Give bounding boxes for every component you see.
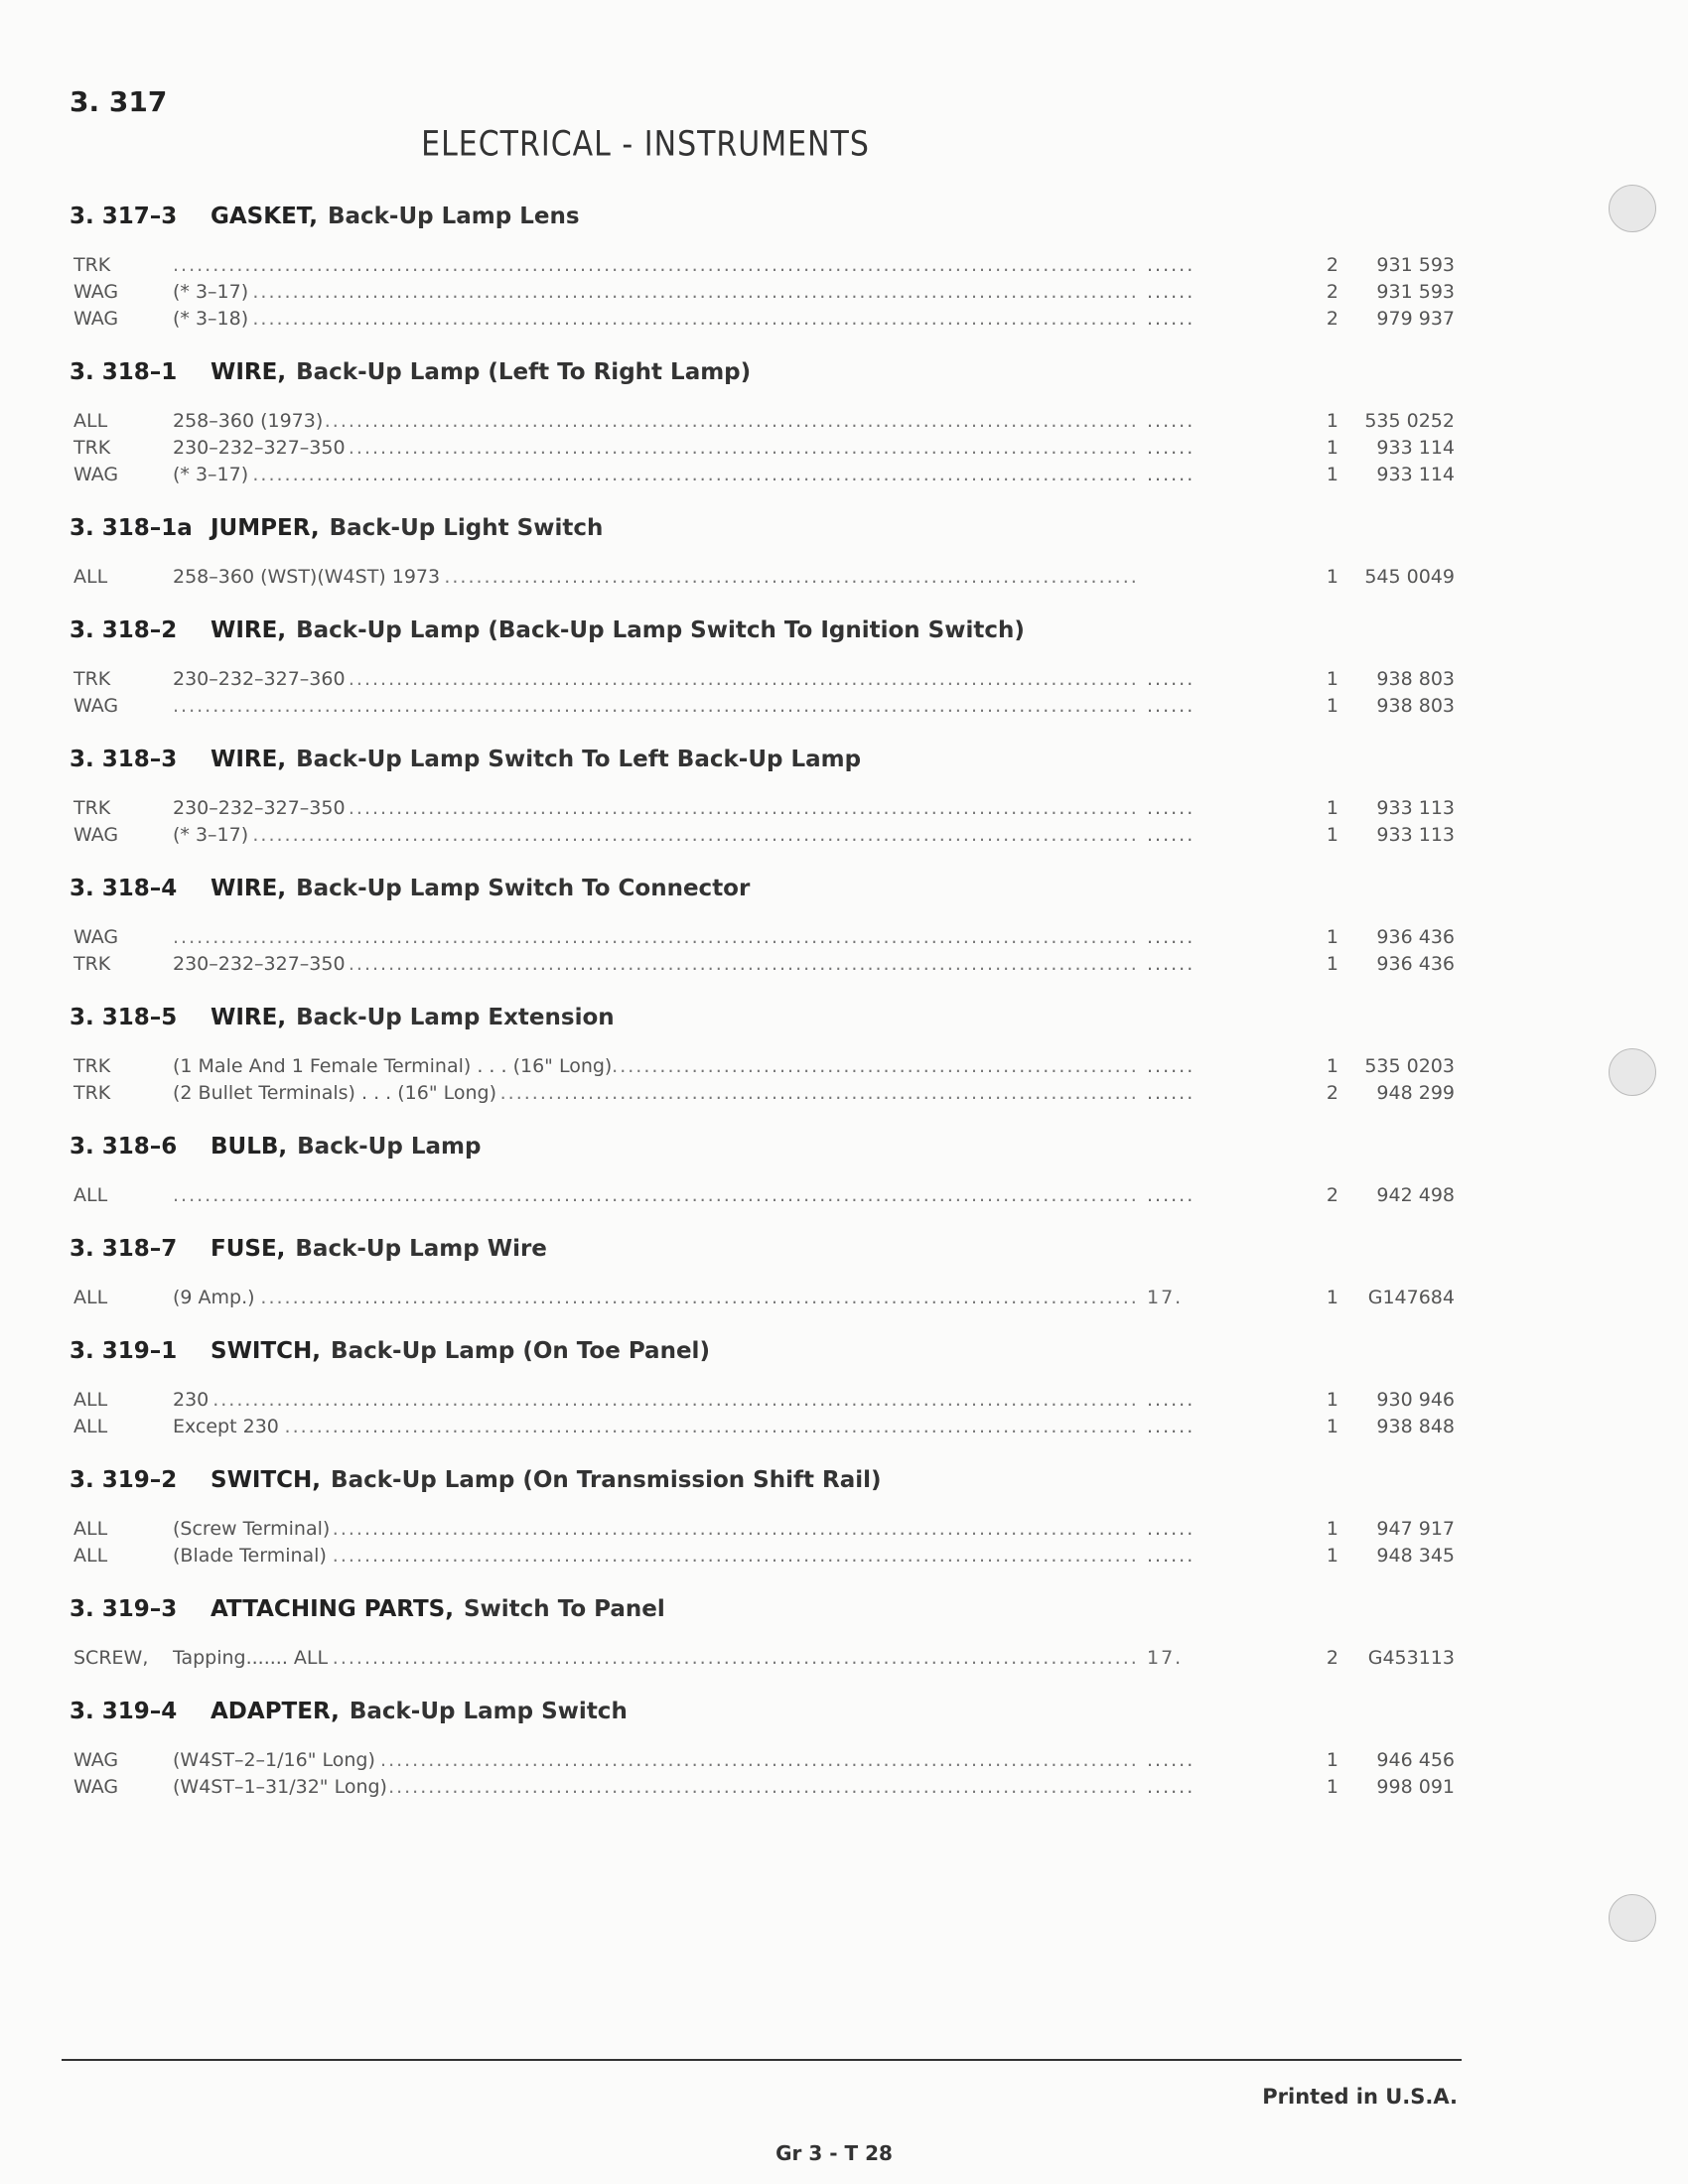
part-description [173, 668, 1136, 690]
quantity: 2 [1326, 1184, 1338, 1206]
part-number: 942 498 [1376, 1184, 1455, 1206]
part-description [173, 1518, 1136, 1540]
ref-column: ...... [1147, 797, 1196, 819]
section-subtitle: Switch To Panel [463, 1596, 665, 1622]
part-row [70, 410, 1455, 437]
section-heading [70, 1452, 1390, 1508]
quantity: 1 [1326, 926, 1338, 948]
section-subtitle: Back-Up Lamp Switch [349, 1699, 628, 1724]
quantity: 1 [1326, 824, 1338, 846]
part-description-text [173, 695, 175, 717]
section-number: 3. 318–1 [70, 359, 178, 385]
ref-column: ...... [1147, 1184, 1196, 1206]
part-description [173, 1389, 1136, 1411]
part-number: 933 114 [1376, 464, 1455, 485]
model-code: ALL [73, 1545, 108, 1567]
part-description-text: (2 Bullet Terminals) . . . (16" Long) [173, 1082, 496, 1104]
model-code: WAG [73, 1749, 119, 1771]
ref-column: 17. [1147, 1647, 1184, 1669]
parts-section [70, 990, 1455, 1117]
printed-note: Printed in U.S.A. [1262, 2085, 1458, 2109]
ref-column: ...... [1147, 668, 1196, 690]
part-description-text [173, 254, 175, 276]
part-number: 946 456 [1376, 1749, 1455, 1771]
section-subtitle: Back-Up Lamp (Left To Right Lamp) [296, 359, 752, 385]
part-description-text: (* 3–17) [173, 281, 249, 303]
part-row [70, 1184, 1455, 1211]
quantity: 1 [1326, 1545, 1338, 1567]
part-number: 938 848 [1376, 1416, 1455, 1437]
section-title: WIRE, [211, 747, 287, 772]
binder-hole-icon [1609, 1894, 1656, 1942]
section-title: WIRE, [211, 876, 287, 901]
quantity: 2 [1326, 1647, 1338, 1669]
section-heading [70, 1684, 1390, 1739]
footer-rule [62, 2059, 1462, 2061]
part-description [173, 1647, 1136, 1669]
quantity: 1 [1326, 1389, 1338, 1411]
part-row [70, 824, 1455, 851]
part-description [173, 1082, 1136, 1104]
part-description [173, 824, 1136, 846]
quantity: 1 [1326, 1287, 1338, 1308]
parts-section [70, 861, 1455, 988]
part-number: 947 917 [1376, 1518, 1455, 1540]
part-description-text: 230–232–327–360 [173, 668, 346, 690]
model-code: ALL [73, 1287, 108, 1308]
quantity: 1 [1326, 1776, 1338, 1798]
parts-section [70, 1452, 1455, 1579]
ref-column: ...... [1147, 254, 1196, 276]
parts-section [70, 732, 1455, 859]
part-description-text: 230–232–327–350 [173, 797, 346, 819]
parts-section [70, 1119, 1455, 1219]
part-description [173, 1055, 1136, 1077]
part-row [70, 566, 1455, 593]
part-row [70, 281, 1455, 308]
quantity: 2 [1326, 308, 1338, 330]
part-number: 938 803 [1376, 668, 1455, 690]
ref-column: ...... [1147, 410, 1196, 432]
ref-column: ...... [1147, 1082, 1196, 1104]
part-description-text [173, 1184, 175, 1206]
section-title: GASKET, [211, 204, 318, 229]
part-number: 933 114 [1376, 437, 1455, 459]
part-row [70, 1055, 1455, 1082]
section-title: WIRE, [211, 1005, 287, 1030]
part-number: 979 937 [1376, 308, 1455, 330]
model-code: WAG [73, 1776, 119, 1798]
part-description [173, 1184, 1136, 1206]
model-code: WAG [73, 926, 119, 948]
ref-column: ...... [1147, 695, 1196, 717]
section-heading [70, 990, 1390, 1045]
section-subtitle: Back-Up Lamp Lens [327, 204, 580, 229]
part-description [173, 566, 1136, 588]
part-number: 938 803 [1376, 695, 1455, 717]
section-heading [70, 1221, 1390, 1277]
part-description-text: (Blade Terminal) [173, 1545, 327, 1567]
group-code: Gr 3 - T 28 [775, 2141, 893, 2165]
part-description [173, 695, 1136, 717]
part-number: 936 436 [1376, 953, 1455, 975]
quantity: 1 [1326, 1055, 1338, 1077]
ref-column: ...... [1147, 953, 1196, 975]
part-description-text: 230–232–327–350 [173, 437, 346, 459]
part-number: 998 091 [1376, 1776, 1455, 1798]
section-subtitle: Back-Up Lamp Wire [295, 1236, 547, 1262]
section-subtitle: Back-Up Lamp (Back-Up Lamp Switch To Ignition Switch) [296, 617, 1025, 643]
section-title: FUSE, [211, 1236, 286, 1262]
section-subtitle: Back-Up Lamp Switch To Connector [296, 876, 751, 901]
part-number: 545 0049 [1364, 566, 1455, 588]
part-number: 930 946 [1376, 1389, 1455, 1411]
model-code: TRK [73, 797, 111, 819]
ref-column: 17. [1147, 1287, 1184, 1308]
parts-section [70, 189, 1455, 342]
parts-section [70, 344, 1455, 498]
section-title: JUMPER, [211, 515, 320, 541]
part-row [70, 437, 1455, 464]
parts-section [70, 1684, 1455, 1811]
ref-column: ...... [1147, 1545, 1196, 1567]
part-row [70, 1518, 1455, 1545]
quantity: 2 [1326, 254, 1338, 276]
part-description [173, 1287, 1136, 1308]
part-description [173, 1416, 1136, 1437]
ref-column: ...... [1147, 1416, 1196, 1437]
part-description-text: 258–360 (1973) [173, 410, 324, 432]
part-number: 535 0203 [1364, 1055, 1455, 1077]
part-number: 948 299 [1376, 1082, 1455, 1104]
section-number: 3. 318–4 [70, 876, 178, 901]
model-code: TRK [73, 437, 111, 459]
model-code: SCREW, [73, 1647, 149, 1669]
model-code: ALL [73, 1416, 108, 1437]
ref-column: ...... [1147, 1776, 1196, 1798]
part-description-text: (1 Male And 1 Female Terminal) . . . (16" Long) [173, 1055, 613, 1077]
part-description [173, 308, 1136, 330]
part-description-text: (9 Amp.) [173, 1287, 255, 1308]
part-row [70, 1389, 1455, 1416]
ref-column: ...... [1147, 437, 1196, 459]
part-description [173, 926, 1136, 948]
section-heading [70, 1119, 1390, 1174]
ref-column: ...... [1147, 1749, 1196, 1771]
section-heading [70, 189, 1390, 244]
binder-hole-icon [1609, 1048, 1656, 1096]
part-description-text: 230–232–327–350 [173, 953, 346, 975]
section-number: 3. 319–1 [70, 1338, 178, 1364]
part-description-text: Tapping....... ALL [173, 1647, 329, 1669]
part-description-text: (W4ST–2–1/16" Long) [173, 1749, 375, 1771]
ref-column: ...... [1147, 1518, 1196, 1540]
parts-section [70, 1581, 1455, 1682]
part-number: 535 0252 [1364, 410, 1455, 432]
part-description [173, 953, 1136, 975]
model-code: WAG [73, 308, 119, 330]
part-description [173, 464, 1136, 485]
section-number: 3. 318–3 [70, 747, 178, 772]
section-title: ADAPTER, [211, 1699, 340, 1724]
quantity: 2 [1326, 1082, 1338, 1104]
section-subtitle: Back-Up Light Switch [329, 515, 604, 541]
page-title: ELECTRICAL - INSTRUMENTS [421, 124, 870, 165]
section-heading [70, 1323, 1390, 1379]
quantity: 2 [1326, 281, 1338, 303]
part-description [173, 1749, 1136, 1771]
ref-column: ...... [1147, 1055, 1196, 1077]
quantity: 1 [1326, 566, 1338, 588]
parts-list [70, 189, 1455, 1813]
part-row [70, 1082, 1455, 1109]
quantity: 1 [1326, 1416, 1338, 1437]
model-code: ALL [73, 1389, 108, 1411]
part-number: 936 436 [1376, 926, 1455, 948]
part-row [70, 1287, 1455, 1313]
model-code: WAG [73, 824, 119, 846]
section-number: 3. 318–6 [70, 1134, 178, 1160]
model-code: ALL [73, 410, 108, 432]
part-description-text: (* 3–17) [173, 824, 249, 846]
part-row [70, 1749, 1455, 1776]
part-number: 931 593 [1376, 281, 1455, 303]
section-title: WIRE, [211, 359, 287, 385]
binder-hole-icon [1609, 185, 1656, 232]
model-code: WAG [73, 281, 119, 303]
part-description-text: 258–360 (WST)(W4ST) 1973 [173, 566, 441, 588]
quantity: 1 [1326, 410, 1338, 432]
page-number: 3. 317 [70, 85, 168, 118]
ref-column: ...... [1147, 1389, 1196, 1411]
quantity: 1 [1326, 953, 1338, 975]
section-heading [70, 1581, 1390, 1637]
model-code: ALL [73, 1518, 108, 1540]
section-title: WIRE, [211, 617, 287, 643]
model-code: TRK [73, 1055, 111, 1077]
part-description [173, 281, 1136, 303]
quantity: 1 [1326, 464, 1338, 485]
section-number: 3. 319–2 [70, 1467, 178, 1493]
part-number: 933 113 [1376, 824, 1455, 846]
part-description [173, 797, 1136, 819]
part-row [70, 464, 1455, 490]
quantity: 1 [1326, 695, 1338, 717]
part-row [70, 668, 1455, 695]
parts-section [70, 500, 1455, 601]
model-code: TRK [73, 953, 111, 975]
parts-section [70, 1323, 1455, 1450]
part-description-text: 230 [173, 1389, 210, 1411]
section-number: 3. 318–1a [70, 515, 193, 541]
section-subtitle: Back-Up Lamp Switch To Left Back-Up Lamp [296, 747, 862, 772]
section-number: 3. 318–5 [70, 1005, 178, 1030]
model-code: TRK [73, 668, 111, 690]
part-number: G147684 [1367, 1287, 1455, 1308]
model-code: WAG [73, 464, 119, 485]
part-number: 931 593 [1376, 254, 1455, 276]
part-row [70, 695, 1455, 722]
part-description [173, 254, 1136, 276]
section-number: 3. 318–7 [70, 1236, 178, 1262]
section-title: SWITCH, [211, 1338, 322, 1364]
section-heading [70, 861, 1390, 916]
section-subtitle: Back-Up Lamp [297, 1134, 482, 1160]
section-subtitle: Back-Up Lamp Extension [296, 1005, 615, 1030]
model-code: ALL [73, 566, 108, 588]
parts-section [70, 603, 1455, 730]
part-description [173, 437, 1136, 459]
quantity: 1 [1326, 437, 1338, 459]
section-number: 3. 319–3 [70, 1596, 178, 1622]
section-title: SWITCH, [211, 1467, 322, 1493]
model-code: TRK [73, 254, 111, 276]
section-heading [70, 344, 1390, 400]
section-heading [70, 732, 1390, 787]
part-description-text: (* 3–18) [173, 308, 249, 330]
part-row [70, 1545, 1455, 1571]
section-number: 3. 317–3 [70, 204, 178, 229]
part-description [173, 1776, 1136, 1798]
section-number: 3. 319–4 [70, 1699, 178, 1724]
part-number: G453113 [1367, 1647, 1455, 1669]
quantity: 1 [1326, 1749, 1338, 1771]
ref-column: ...... [1147, 308, 1196, 330]
ref-column: ...... [1147, 926, 1196, 948]
section-title: ATTACHING PARTS, [211, 1596, 454, 1622]
parts-section [70, 1221, 1455, 1321]
quantity: 1 [1326, 1518, 1338, 1540]
section-heading [70, 603, 1390, 658]
part-row [70, 1416, 1455, 1442]
section-title: BULB, [211, 1134, 288, 1160]
model-code: ALL [73, 1184, 108, 1206]
part-description-text: (W4ST–1–31/32" Long) [173, 1776, 387, 1798]
section-heading [70, 500, 1390, 556]
part-description [173, 410, 1136, 432]
model-code: WAG [73, 695, 119, 717]
part-row [70, 797, 1455, 824]
part-row [70, 1776, 1455, 1803]
ref-column: ...... [1147, 281, 1196, 303]
part-number: 948 345 [1376, 1545, 1455, 1567]
part-row [70, 1647, 1455, 1674]
part-description-text: (* 3–17) [173, 464, 249, 485]
part-description [173, 1545, 1136, 1567]
quantity: 1 [1326, 797, 1338, 819]
ref-column: ...... [1147, 464, 1196, 485]
part-row [70, 926, 1455, 953]
model-code: TRK [73, 1082, 111, 1104]
part-row [70, 254, 1455, 281]
part-description-text: Except 230 [173, 1416, 279, 1437]
ref-column: ...... [1147, 824, 1196, 846]
part-row [70, 308, 1455, 335]
part-description-text: (Screw Terminal) [173, 1518, 331, 1540]
part-description-text [173, 926, 175, 948]
quantity: 1 [1326, 668, 1338, 690]
part-row [70, 953, 1455, 980]
part-number: 933 113 [1376, 797, 1455, 819]
section-subtitle: Back-Up Lamp (On Transmission Shift Rail) [331, 1467, 882, 1493]
section-number: 3. 318–2 [70, 617, 178, 643]
section-subtitle: Back-Up Lamp (On Toe Panel) [331, 1338, 710, 1364]
